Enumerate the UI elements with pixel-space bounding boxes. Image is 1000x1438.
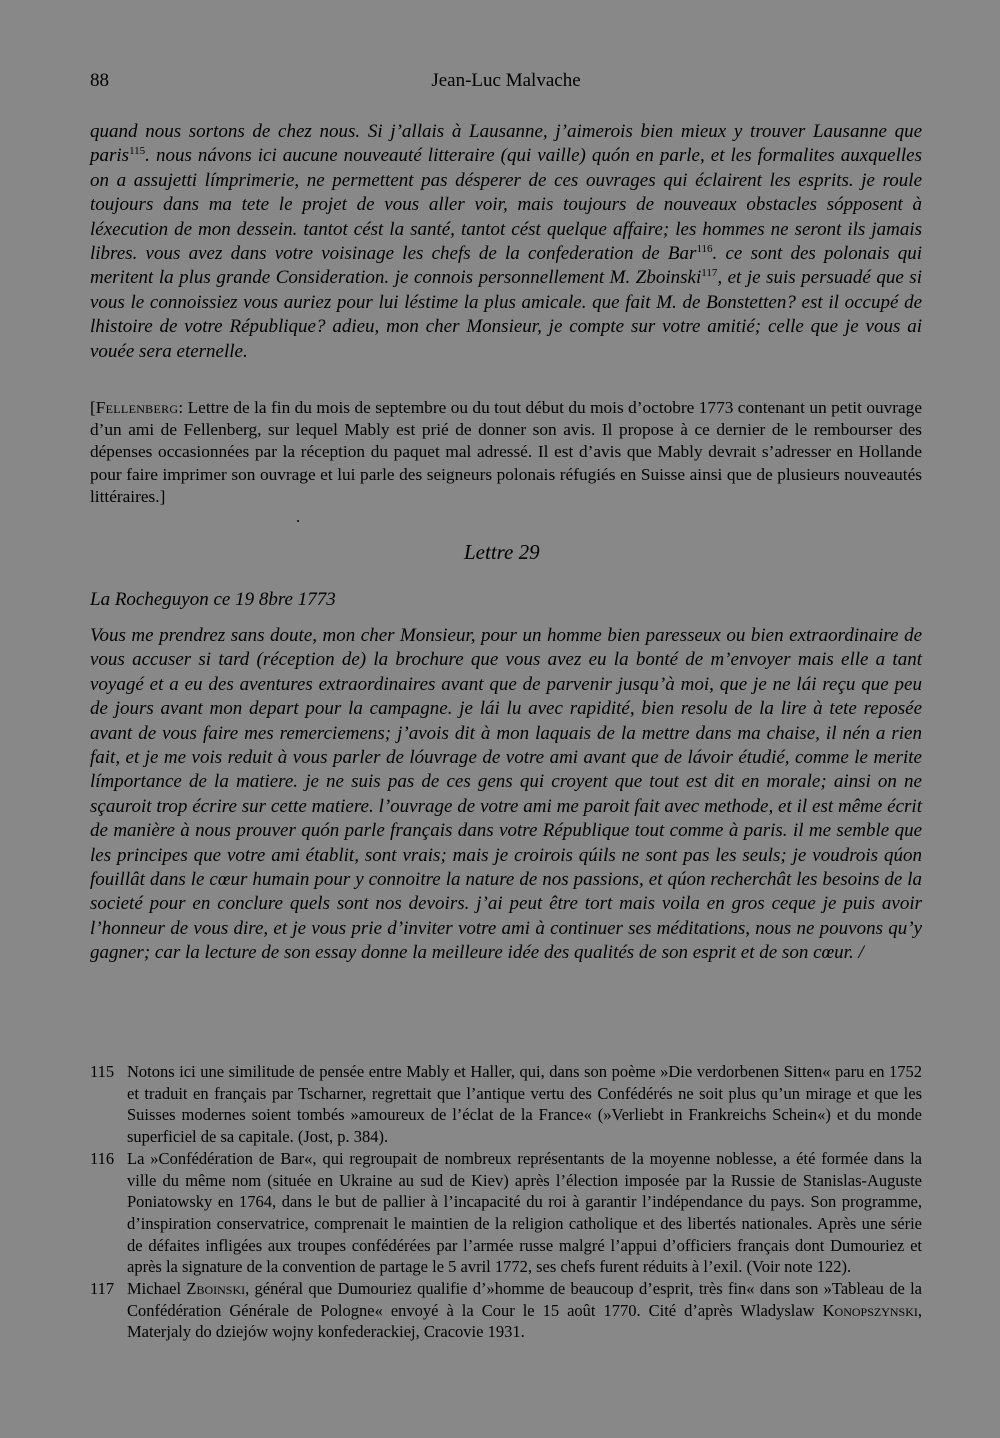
footnote-117	[90, 1278, 922, 1343]
footnote-text	[127, 1279, 922, 1341]
footnote-text: La »Confédération de Bar«, qui regroupait de nombreux représentants de la moyenne noblesse, a été formée dans la ville du même nom (située en Ukraine au sud de Kiev) après l’élection imposée par la Russie de Stanislas-Auguste Poniatowsky en 1764, dans le but de pallier à l’incapacité du roi à garantir l’indépendance du pays. Son programme, d’inspiration conservatrice, comprenait le maintien de la religion catholique et des libertés nationales. Après une série de défaites infligées aux troupes confédérées par l’armée russe malgré l’appui d’officiers français dont Dumouriez et après la signature de la convention de partage le 5 avril 1772, ses chefs furent réduits à l’exil. (Voir note 122).	[127, 1148, 922, 1277]
correspondent-name: Fellenberg	[95, 398, 179, 417]
footnote-text: Notons ici une similitude de pensée entre Mably et Haller, qui, dans son poème »Die verdorbenen Sitten« paru en 1752 et traduit en français par Tscharner, regrettait que l’antique vertu des Confédérés ne soit plus qu’un mirage et que les Suisses modernes soient tombés »amoureux de l’éclat de la France« (»Verliebt in Frankreichs Schein«) et du monde superficiel de sa capitale. (Jost, p. 384).	[127, 1062, 922, 1147]
text-run: . ce sont des polonais qui meritent la plus grande Consideration. je connois personnellement M. Zboinski	[90, 243, 922, 289]
footnote-ref-116[interactable]: 116	[696, 243, 713, 256]
letter-29-body: Vous me prendrez sans doute, mon cher Monsieur, pour un homme bien paresseux ou bien extraordinaire de vous accuser si tard (réception de) la brochure que vous avez eu la bonté de m’envoyer mais elle a tant voyagé et a eu des aventures extraordinaires avant que de parvenir jusqu’à moi, que je ne lái reçu que peu de jours avant mon depart pour la campagne. je lái lu avec rapidité, bien resolu de la lire à tete reposée avant de vous faire mes remerciemens; j’avois dit à mon laquais de la mettre dans ma chaise, il nén a rien fait, et je me vois reduit à vous parler de lóuvrage de votre ami avant que de lávoir étudié, comme le merite límportance de la matiere. je ne suis pas de ces gens qui croyent que tout est dit en morale; ainsi on ne sçauroit trop écrire sur cette matiere. l’ouvrage de votre ami me paroit fait avec methode, et il est même écrit de manière à nous prouver quón parle français dans votre République tout comme à paris. il me semble que les principes que votre ami établit, sont vrais; mais je croirois qúils ne sont pas les seuls; je voudrois qúon fouillât dans le cœur humain pour y connoitre la nature de nos passions, et qúon recherchât les besoins de la societé pour en conclure quels sont nos devoirs. j’ai peut être tort mais voila en gros ceque je puis avoir l’honneur de vous dire, et je vous prie d’inviter votre ami à continuer ses méditations, nous ne pouvons qu’y gagner; car la lecture de son essay donne la meilleure idée des qualités de son esprit et de son cœur. /	[90, 625, 922, 964]
running-head-author: Jean-Luc Malvache	[431, 70, 581, 91]
letter-28-continuation	[90, 120, 922, 364]
footnote-115	[90, 1061, 922, 1148]
footnote-number: 116	[90, 1148, 115, 1168]
text-run: , Materjaly do dziejów wojny konfederackiej, Cracovie 1931.	[127, 1300, 922, 1342]
footnotes	[90, 1061, 922, 1343]
bracket: [	[90, 398, 96, 417]
text-run: quand nous sortons de chez nous. Si j’allais à Lausanne, j’aimerois bien mieux y trouver Lausanne que paris	[90, 121, 922, 167]
running-header	[90, 70, 922, 96]
person-name: Zboinski	[186, 1279, 246, 1299]
footnote-ref-117[interactable]: 117	[701, 267, 718, 280]
page-number: 88	[90, 70, 109, 91]
print-speck	[297, 520, 299, 522]
text-run: Michael	[127, 1279, 187, 1299]
footnote-number: 117	[90, 1279, 115, 1299]
text-run: , général que Dumouriez qualifie d’»homme de beaucoup d’esprit, très fin« dans son »Tableau de la Confédération Générale de Pologne« envoyé à la Cour le 15 août 1770. Cité d’après Wladyslaw	[127, 1279, 922, 1320]
editorial-summary	[90, 397, 922, 508]
text-run: . nous návons ici aucune nouveauté litteraire (qui vaille) quón en parle, et les formalites auxquelles on a assujetti límprimerie, ne permettent pas désperer de ces ouvrages qui éclairent les esprits. je roule toujours dans ma tete le projet de vous aller voir, mais toujours de nouveaux obstacles sópposent à léxecution de mon dessein. tantot cést la santé, tantot cést quelque affaire; les hommes ne seront ils jamais libres. vous avez dans votre voisinage les chefs de la confederation de Bar	[90, 145, 922, 265]
text-run: , et je suis persuadé que si vous le connoissiez vous auriez pour lui léstime la plus amicale. que fait M. de Bonstetten? est il occupé de lhistoire de votre République? adieu, mon cher Monsieur, je compte sur votre amitié; celle que je vous ai vouée sera eternelle.	[90, 267, 922, 362]
footnote-number: 115	[90, 1062, 115, 1081]
letter-title: Lettre 29	[464, 540, 540, 564]
summary-text: : Lettre de la fin du mois de septembre ou du tout début du mois d’octobre 1773 contenant un petit ouvrage d’un ami de Fellenberg, sur lequel Mably est prié de donner son avis. Il propose à ce dernier de le rembourser des dépenses occasionnées par la réception du paquet mal adressé. Il est d’avis que Mably devrait s’adresser en Hollande pour faire imprimer son ouvrage et lui parle des seigneurs polonais réfugiés en Suisse ainsi que de plusieurs nouveautés littéraires.]	[90, 398, 922, 506]
footnote-116	[90, 1148, 922, 1278]
person-name: Konopszynski	[822, 1300, 918, 1320]
footnote-ref-115[interactable]: 115	[129, 145, 146, 158]
letter-dateline: La Rocheguyon ce 19 8bre 1773	[90, 589, 336, 610]
